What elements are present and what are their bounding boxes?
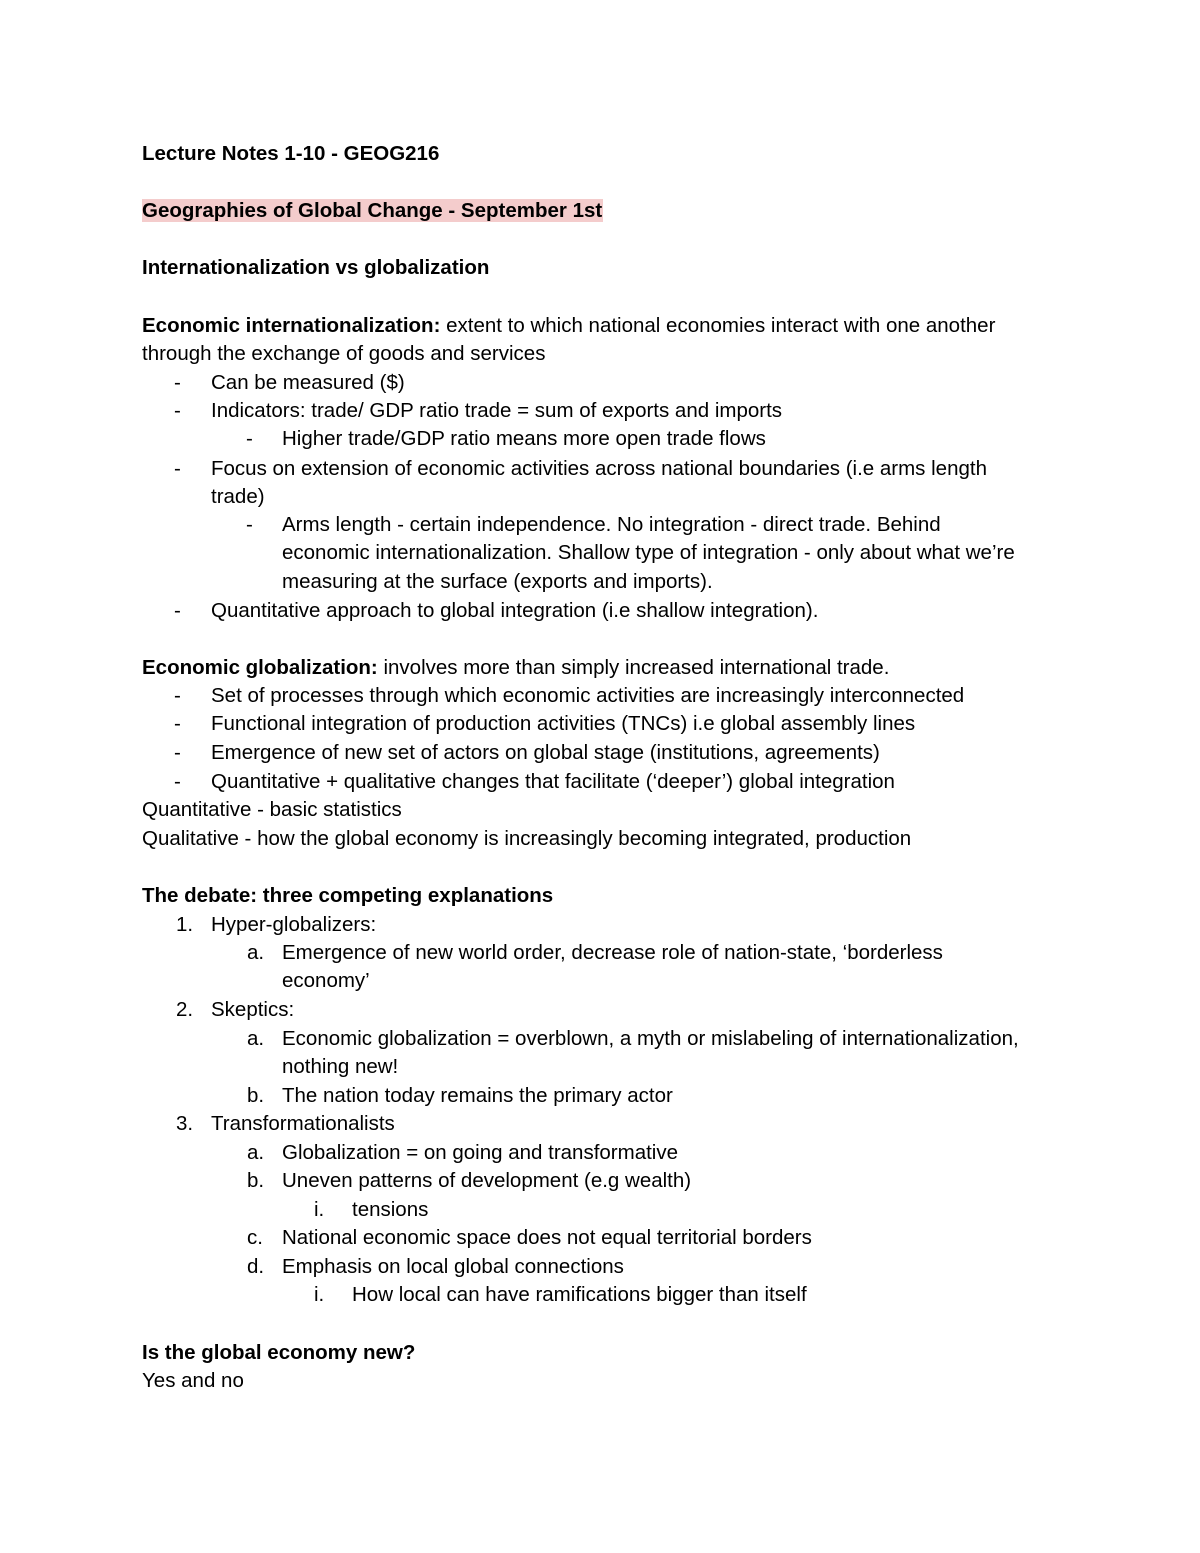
econ-glob-def: involves more than simply increased international trade. [377, 656, 890, 679]
bullet-dash: - [174, 599, 181, 622]
econ-intl-def-line2: through the exchange of goods and services [142, 342, 546, 365]
econ-glob-term: Economic globalization: [142, 656, 378, 679]
list-item: Indicators: trade/ GDP ratio trade = sum of exports and imports [211, 399, 783, 422]
bullet-dash: - [174, 770, 181, 793]
list-item: Functional integration of production activities (TNCs) i.e global assembly lines [211, 712, 916, 735]
list-item: Quantitative + qualitative changes that facilitate (‘deeper’) global integration [211, 770, 895, 793]
bullet-dash: - [246, 427, 253, 450]
qualitative-note: Qualitative - how the global economy is increasingly becoming integrated, production [142, 827, 912, 850]
document-title: Lecture Notes 1-10 - GEOG216 [142, 142, 440, 165]
list-item: Emergence of new world order, decrease role of nation-state, ‘borderless [282, 941, 943, 964]
list-item: Hyper-globalizers: [211, 913, 377, 936]
list-item: Set of processes through which economic activities are increasingly interconnected [211, 684, 965, 707]
list-item: Arms length - certain independence. No integration - direct trade. Behind [282, 513, 941, 536]
list-roman: i. [314, 1283, 325, 1306]
debate-heading: The debate: three competing explanations [142, 884, 554, 907]
list-item: Emphasis on local global connections [282, 1255, 624, 1278]
bullet-dash: - [246, 513, 253, 536]
econ-intl-definition [142, 312, 995, 340]
list-letter: a. [247, 1027, 265, 1050]
list-number: 3. [176, 1112, 194, 1135]
list-item-continuation: measuring at the surface (exports and imports). [282, 570, 713, 593]
list-item: tensions [352, 1198, 429, 1221]
list-letter: a. [247, 1141, 265, 1164]
list-item-continuation: economic internationalization. Shallow type of integration - only about what we’re [282, 541, 1015, 564]
list-item: The nation today remains the primary actor [282, 1084, 673, 1107]
list-item: How local can have ramifications bigger than itself [352, 1283, 807, 1306]
list-letter: b. [247, 1169, 265, 1192]
question-answer: Yes and no [142, 1369, 244, 1392]
section-heading-text: Geographies of Global Change - September 1st [142, 199, 603, 222]
quantitative-note: Quantitative - basic statistics [142, 798, 402, 821]
econ-intl-term: Economic internationalization: [142, 314, 441, 337]
list-number: 2. [176, 998, 194, 1021]
econ-glob-definition [142, 654, 889, 682]
list-item-continuation: economy’ [282, 969, 370, 992]
bullet-dash: - [174, 371, 181, 394]
list-item: Economic globalization = overblown, a myth or mislabeling of internationalization, [282, 1027, 1019, 1050]
list-item: Skeptics: [211, 998, 295, 1021]
list-item: Can be measured ($) [211, 371, 405, 394]
bullet-dash: - [174, 712, 181, 735]
list-item: Focus on extension of economic activities across national boundaries (i.e arms length [211, 457, 987, 480]
list-letter: b. [247, 1084, 265, 1107]
econ-intl-def-line1: extent to which national economies interact with one another [440, 314, 996, 337]
list-item: Globalization = on going and transformative [282, 1141, 679, 1164]
list-roman: i. [314, 1198, 325, 1221]
list-item: National economic space does not equal territorial borders [282, 1226, 812, 1249]
bullet-dash: - [174, 399, 181, 422]
list-item: Higher trade/GDP ratio means more open trade flows [282, 427, 766, 450]
list-item-continuation: nothing new! [282, 1055, 399, 1078]
list-letter: a. [247, 941, 265, 964]
bullet-dash: - [174, 457, 181, 480]
bullet-dash: - [174, 684, 181, 707]
subheading: Internationalization vs globalization [142, 256, 490, 279]
list-item: Emergence of new set of actors on global stage (institutions, agreements) [211, 741, 880, 764]
list-item: Quantitative approach to global integration (i.e shallow integration). [211, 599, 819, 622]
list-letter: c. [247, 1226, 263, 1249]
question-heading: Is the global economy new? [142, 1341, 416, 1364]
section-heading [142, 197, 603, 225]
bullet-dash: - [174, 741, 181, 764]
list-item-continuation: trade) [211, 485, 265, 508]
list-letter: d. [247, 1255, 265, 1278]
list-item: Transformationalists [211, 1112, 395, 1135]
list-item: Uneven patterns of development (e.g wealth) [282, 1169, 692, 1192]
list-number: 1. [176, 913, 194, 936]
